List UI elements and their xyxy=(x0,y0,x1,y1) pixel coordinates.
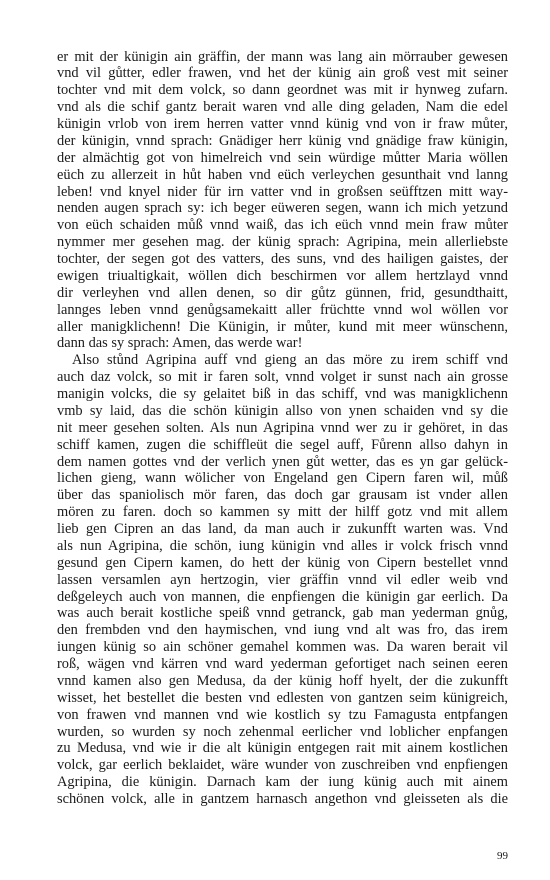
text-line: als nun Agripina, die schön, iung künigin vnd alles ir volck frisch vnnd xyxy=(57,537,508,554)
text-line: wurden, so wurden sy noch zehenmal eerlicher vnd loblicher enpfangen xyxy=(57,723,508,740)
text-line: Also stůnd Agripina auff vnd gieng an das möre zu irem schiff vnd xyxy=(72,352,508,369)
text-line: von frawen vnd mannen vnd wie kostlich sy tzu Famagusta entpfangen xyxy=(57,706,508,723)
text-line: iungen künig so ain schöner gemahel kommen was. Da waren berait vil xyxy=(57,639,508,656)
text-line: Agripina, die künigin. Darnach kam der iung künig auch mit ainem xyxy=(57,774,508,791)
paragraph xyxy=(57,352,508,808)
text-line: gesund gen Cipern kamen, do hett der künig von Cipern bestellet vnnd xyxy=(57,554,508,571)
text-line: leben! vnd knyel nider für irn vatter vnd in großsen seüfftzen mitt way- xyxy=(57,183,508,200)
text-line: künigin vrlob von irem herren vatter vnnd künig vnd von ir fraw můter, xyxy=(57,116,508,132)
text-line: der künigin, vnnd sprach: Gnädiger herr künig vnd gnädige fraw künigin, xyxy=(57,132,508,149)
text-line: nit meer gesehen solten. Als nun Agripina vnnd wer zu ir gehöret, in das xyxy=(57,419,508,436)
text-line: volck, gar eerlich beklaidet, wäre wunder von zuschreiben vnd enpfiengen xyxy=(57,757,508,774)
text-line: tochter vnd mit dem volck, so dann geordnet was mit ir hynweg zufarn. xyxy=(57,82,508,99)
text-line: roß, wägen vnd kärren vnd ward yederman gefortiget nach seinen eeren xyxy=(57,656,508,672)
text-line: deßgeleych auch von mannen, die enpfiengen die künigin gar eerlich. Da xyxy=(57,588,508,605)
text-line: zu Medusa, vnd wie ir die alt künigin entgegen rait mit ainem kostlichen xyxy=(57,740,508,757)
text-line: den frembden vnd den haymischen, vnd iung vnd alt was fro, das irem xyxy=(57,622,508,639)
text-line: manigin volcks, die sy gelaitet biß in das schiff, vnd was manigklichenn xyxy=(57,386,508,402)
text-line: schönen volck, alle in gantzem harnasch angethon vnd gleisseten als die xyxy=(57,791,508,807)
text-line: über das spaniolisch mör faren, das doch gar grausam ist vnder allen xyxy=(57,487,508,504)
text-line: vnnd kamen also gen Medusa, da der künig hoff hyelt, der die zukunfft xyxy=(57,672,508,689)
text-line: wisset, het bestellet die besten vnd edlesten von gantzen seim künigreich, xyxy=(57,689,508,706)
text-line: lieb gen Cipren an das land, da man auch ir zukunfft warten was. Vnd xyxy=(57,521,508,537)
text-line: vmb sy laid, das die schön künigin allso von ynen schaiden vnd sy die xyxy=(57,402,508,419)
text-line: tochter, der segen got des vatters, des suns, vnd des hailigen gaistes, der xyxy=(57,251,508,267)
text-line: lassen versamlen ayn hertzogin, vier gräffin vnnd vil edler weib vnd xyxy=(57,571,508,588)
text-line: lichen gieng, wann wölicher von Engeland gen Cipern faren wil, můß xyxy=(57,470,508,487)
text-line: auch daz volck, so mit ir faren solt, vnnd volget ir sunst nach ain grosse xyxy=(57,369,508,386)
text-line: eüch zu allerzeit in hůt haben vnd eüch verleychen gesunthait vnd lanng xyxy=(57,166,508,183)
text-line: dem namen gottes vnd der verlich ynen gůt wetter, das es yn gar gelück- xyxy=(57,453,508,470)
text-line: lannges leben vnnd genůgsamekaitt aller früchtte vnnd wol wöllen vor xyxy=(57,301,508,318)
text-line: mören zu faren. doch so kammen sy mitt der hilff gotz vnd mit allem xyxy=(57,504,508,521)
text-line: vnd vil gůtter, edler frawen, vnd het der künig ain groß vest mit seiner xyxy=(57,65,508,82)
text-line: nymmer mer gesehen mag. der künig sprach: Agripina, mein allerliebste xyxy=(57,234,508,251)
text-line: der almächtig got von himelreich vnd sein würdige můtter Maria wöllen xyxy=(57,149,508,166)
paragraph xyxy=(57,49,508,353)
text-line: nenden augen sprach sy: ich beger eüweren segen, wann ich mich yetzund xyxy=(57,200,508,217)
text-line: vnd als die schif gantz berait waren vnd alle ding geladen, Nam die edel xyxy=(57,99,508,116)
text-line: schiff kamen, zugen die schiffleüt die segel auff, Fůrenn allso dahyn in xyxy=(57,436,508,453)
text-line: was auch berait kostliche speiß vnnd getranck, gab man yederman gnůg, xyxy=(57,605,508,622)
text-block xyxy=(57,49,508,808)
page-number: 99 xyxy=(497,850,508,862)
text-line: dann das sy sprach: Amen, das werde war! xyxy=(57,335,303,352)
text-line: von eüch schaiden můß vnnd waiß, das ich eüch vnnd mein fraw můter xyxy=(57,217,508,234)
text-line: ewigen triualtigkait, wöllen dich beschirmen vor allem hertzlayd vnnd xyxy=(57,267,508,284)
text-line: dir verleyhen vnd allen denen, so dir gůtz günnen, frid, gesundthaitt, xyxy=(57,284,508,301)
text-line: aller manigklichenn! Die Künigin, ir můter, kund mit meer wünschenn, xyxy=(57,318,508,335)
text-line: er mit der künigin ain gräffin, der mann was lang ain mörrauber gewesen xyxy=(57,48,508,65)
